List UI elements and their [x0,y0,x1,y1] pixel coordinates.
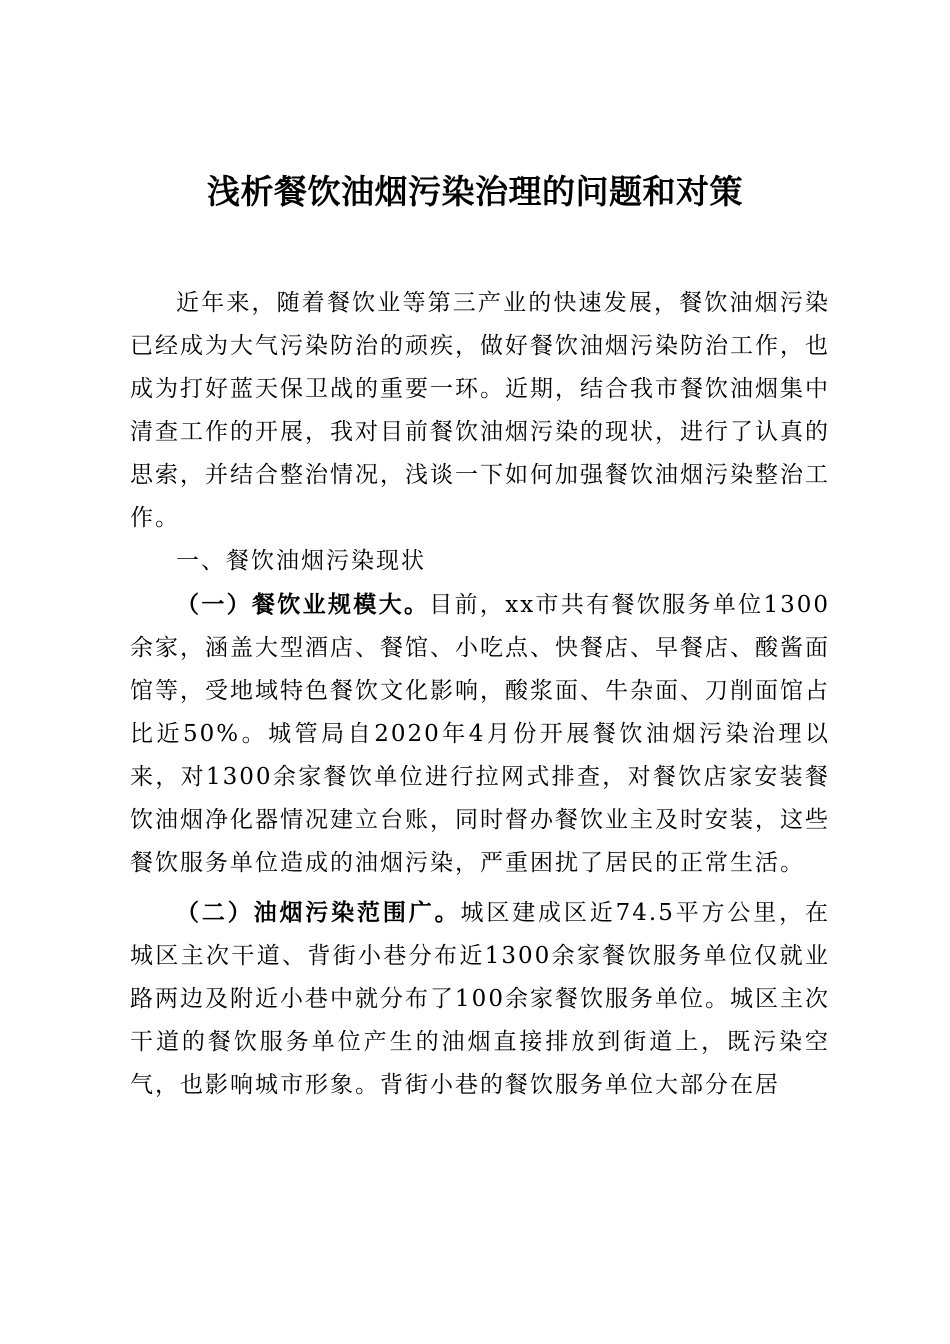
item-1-text: 目前，xx市共有餐饮服务单位1300余家，涵盖大型酒店、餐馆、小吃点、快餐店、早餐店、酸酱面馆等，受地域特色餐饮文化影响，酸浆面、牛杂面、刀削面馆占比近50%。城管局自2020年4月份开展餐饮油烟污染治理以来，对1300余家餐饮单位进行拉网式排查，对餐饮店家安装餐饮油烟净化器情况建立台账，同时督办餐饮业主及时安装，这些餐饮服务单位造成的油烟污染，严重困扰了居民的正常生活。 [130,592,831,876]
item-1-lead: （一）餐饮业规模大。 [176,591,430,618]
section-heading-1: 一、餐饮油烟污染现状 [176,548,426,574]
document-title: 浅析餐饮油烟污染治理的问题和对策 [207,172,743,211]
intro-paragraph: 近年来，随着餐饮业等第三产业的快速发展，餐饮油烟污染已经成为大气污染防治的顽疾，做好餐饮油烟污染防治工作，也成为打好蓝天保卫战的重要一环。近期，结合我市餐饮油烟集中清查工作的开展，我对目前餐饮油烟污染的现状，进行了认真的思索，并结合整治情况，浅谈一下如何加强餐饮油烟污染整治工作。 [130,290,830,531]
item-1-paragraph [130,583,830,885]
document-body [130,282,830,1107]
item-2-lead: （二）油烟污染范围广。 [176,899,461,926]
item-2-text: 城区建成区近74.5平方公里，在城区主次干道、背街小巷分布近1300余家餐饮服务单位仅就业路两边及附近小巷中就分布了100余家餐饮服务单位。城区主次干道的餐饮服务单位产生的油烟直接排放到街道上，既污染空气，也影响城市形象。背街小巷的餐饮服务单位大部分在居 [130,900,831,1098]
item-2-paragraph [130,891,830,1107]
